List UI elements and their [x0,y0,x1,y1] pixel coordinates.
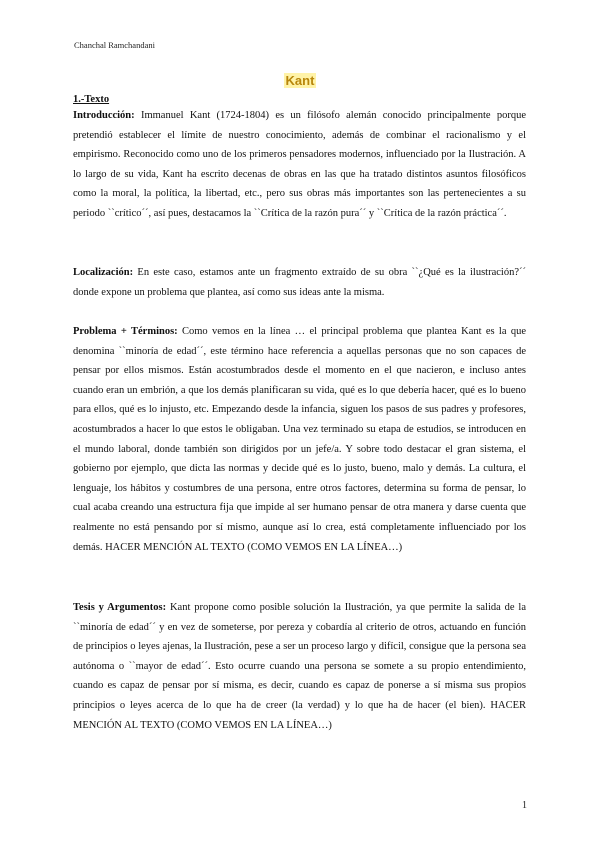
paragraph-label: Problema + Términos: [73,326,182,337]
paragraph-localizacion [73,263,526,302]
paragraph-label: Tesis y Argumentos: [73,602,170,613]
document-title: Kant [285,73,315,88]
paragraph-problema-terminos [73,322,526,557]
section-heading: 1.-Texto [73,94,110,105]
paragraph-label: Localización: [73,267,138,278]
paragraph-text: Como vemos en la línea … el principal problema que plantea Kant es la que denomina ``minoría de edad´´, este término hace referencia a aquellas personas que no son capaces de pensar por ellos mismos. Están acostumbrados desde el momento en el que nacieron, e incluso antes cuando eran un embrión, a que los demás planificaran su vida, qué es lo que debería hacer, qué es lo bueno para ellos, qué es lo injusto, etc. Empezando desde la infancia, siguen los pasos de sus padres y profesores, acostumbrados a hacer lo que estos le obligaban. Una vez terminado su etapa de estudios, se introducen en el mundo laboral, donde también son dirigidos por un jefe/a. Y sobre todo destacar el gran sistema, el gobierno por ejemplo, que dicta las normas y decide qué es lo justo, bueno, malo y demás. La cultura, el lenguaje, los hábitos y costumbres de una persona, entre otros factores, determina su forma de pensar, lo cual acaba creando una estructura fija que impide al ser humano pensar de otra manera y darse cuenta que realmente no está pensando por sí mismo, aunque así lo crea, está completamente influenciado por los demás. HACER MENCIÓN AL TEXTO (COMO VEMOS EN LA LÍNEA…) [73,326,526,553]
paragraph-tesis-argumentos [73,598,526,735]
paragraph-label: Introducción: [73,110,141,121]
page-number: 1 [522,800,527,811]
document-title-wrap [0,72,600,90]
header-author: Chanchal Ramchandani [74,40,155,50]
paragraph-introduccion [73,106,526,224]
paragraph-text: Immanuel Kant (1724-1804) es un filósofo alemán conocido principalmente porque pretendió establecer el límite de nuestro conocimiento, además de combinar el racionalismo y el empirismo. Reconocido como uno de los primeros pensadores modernos, influenciado por la Ilustración. A lo largo de su vida, Kant ha escrito decenas de obras en las que ha tratado distintos asuntos filosóficos como la moral, la política, la libertad, etc., pero sus obras más importantes son las pertenecientes a su periodo ``crítico´´, así pues, destacamos la ``Crítica de la razón pura´´ y ``Crítica de la razón práctica´´. [73,110,526,219]
paragraph-text: En este caso, estamos ante un fragmento extraído de su obra ``¿Qué es la ilustración?´´ donde expone un problema que plantea, así como sus ideas ante la misma. [73,267,526,298]
paragraph-text: Kant propone como posible solución la Ilustración, ya que permite la salida de la ``minoría de edad´´ y en vez de someterse, por pereza y cobardía al criterio de otros, actuando en función de principios o leyes ajenas, la Ilustración, pese a ser un proceso largo y difícil, consigue que la persona sea autónoma o ``mayor de edad´´. Esto ocurre cuando una persona se somete a su propio entendimiento, cuando es capaz de pensar por sí misma, es decir, cuando es capaz de ponerse a sí misma sus propios principios o leyes acerca de lo que ha de creer (la verdad) y lo que ha de hacer (el bien). HACER MENCIÓN AL TEXTO (COMO VEMOS EN LA LÍNEA…) [73,602,526,731]
